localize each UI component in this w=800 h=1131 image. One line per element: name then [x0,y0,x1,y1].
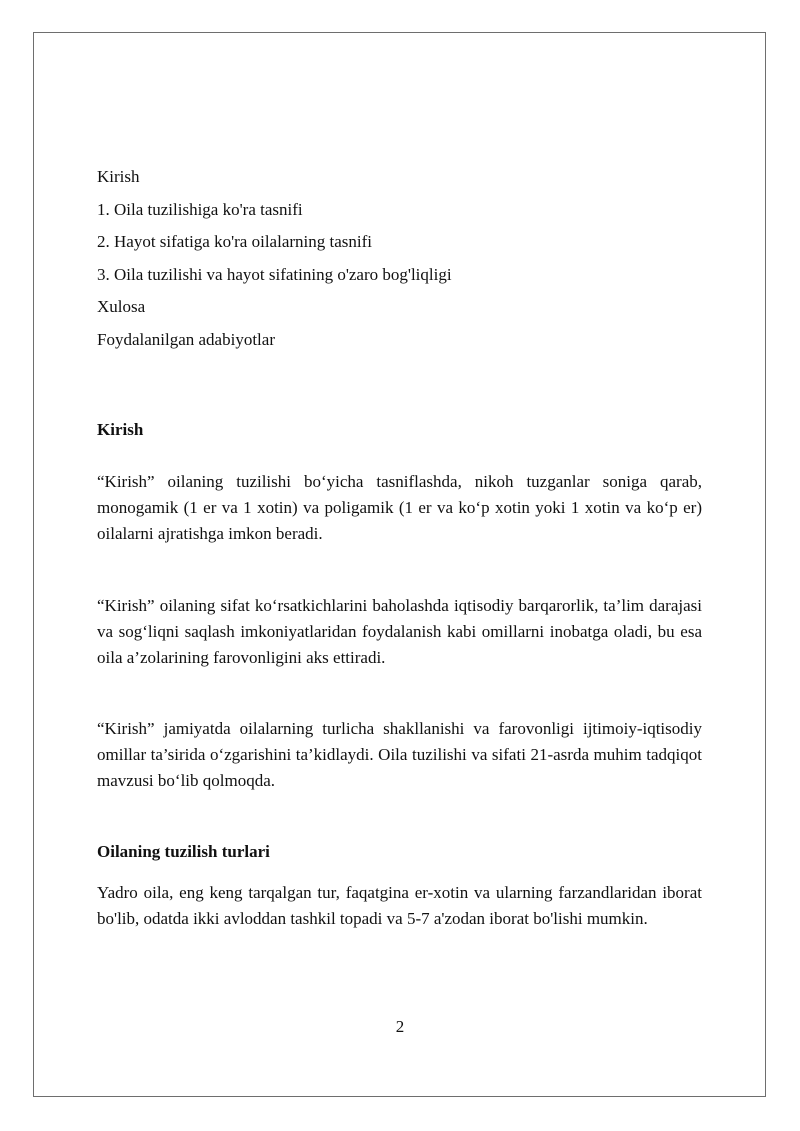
toc-item-conclusion: Xulosa [97,297,146,317]
toc-item-chapter-3: 3. Oila tuzilishi va hayot sifatining o'zaro bog'liqligi [97,264,452,284]
toc-item-chapter-1: 1. Oila tuzilishiga ko'ra tasnifi [97,199,303,219]
paragraph: “Kirish” oilaning tuzilishi bo‘yicha tasniflashda, nikoh tuzganlar soniga qarab, monogamik (1 er va 1 xotin) va poligamik (1 er va ko‘p xotin yoki 1 xotin va ko‘p er) oilalarni ajratishga imkon beradi. [97,472,702,543]
toc-item-references: Foydalanilgan adabiyotlar [97,329,275,349]
toc-item-chapter-2: 2. Hayot sifatiga ko'ra oilalarning tasnifi [97,232,372,252]
page-number: 2 [395,1017,405,1036]
section-heading-introduction: Kirish [97,420,144,439]
paragraph: “Kirish” jamiyatda oilalarning turlicha shakllanishi va farovonligi ijtimoiy-iqtisodiy omillar ta’sirida o‘zgarishini ta’kidlaydi. Oila tuzilishi va sifati 21-asrda muhim tadqiqot mavzusi bo‘lib qolmoqda. [97,719,702,790]
paragraph: Yadro oila, eng keng tarqalgan tur, faqatgina er-xotin va ularning farzandlaridan iborat bo'lib, odatda ikki avloddan tashkil topadi va 5-7 a'zodan iborat bo'lishi mumkin. [97,883,702,928]
section-heading-family-structure-types: Oilaning tuzilish turlari [97,842,270,861]
toc-item-introduction: Kirish [97,167,140,186]
table-of-contents [97,161,702,357]
paragraph: “Kirish” oilaning sifat ko‘rsatkichlarini baholashda iqtisodiy barqarorlik, ta’lim darajasi va sog‘liqni saqlash imkoniyatlaridan foydalanish kabi omillarni inobatga oladi, bu esa oila a’zolarining farovonligini aks ettiradi. [97,596,702,667]
